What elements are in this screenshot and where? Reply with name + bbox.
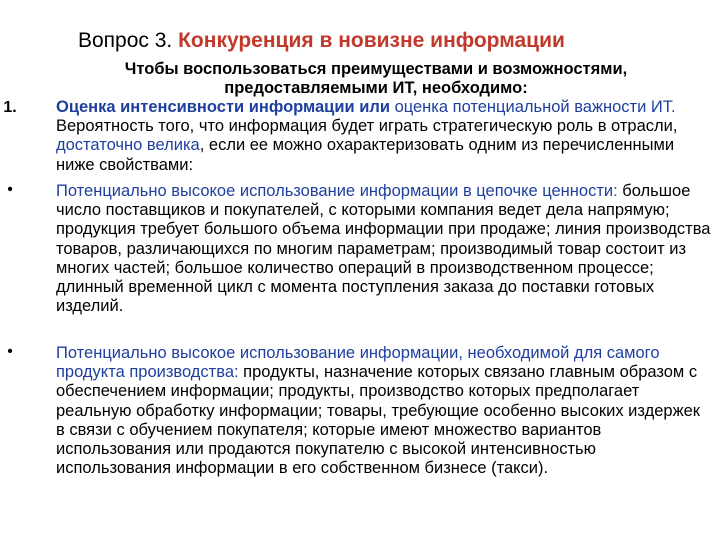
intro-text: Чтобы воспользоваться преимуществами и возможностями, предоставляемыми ИТ, необходимо: — [124, 60, 628, 97]
bullet-marker-2: • — [7, 181, 13, 198]
item-3-heading: Потенциально высокое использование информации, необходимой для самого продукта производства: — [56, 344, 660, 382]
item-3-body: продукты, назначение которых связано главным образом с обеспечением информации; продукты, производство которых предполагает реальную обработку информации; товары, требующие особенно высоких издержек в связи с обучением покупателя; которые имеют множество вариантов использования или продаются покупателю с высокой интенсивностью использования информации в его собственном бизнесе (такси). — [56, 363, 700, 478]
list-item-2 — [56, 182, 712, 316]
title-highlight: Конкуренция в новизне информации — [178, 29, 565, 52]
item-1-body-a: Вероятность того, что информация будет играть стратегическую роль в отрасли, — [56, 117, 678, 136]
list-marker-1: 1. — [3, 99, 17, 116]
item-1-heading-bold: Оценка интенсивности информации или — [56, 98, 395, 116]
list-item-3 — [56, 344, 712, 478]
list-item-1 — [56, 98, 712, 175]
bullet-marker-3: • — [7, 343, 13, 360]
item-1-body-b: , если ее можно охарактеризовать одним из перечисленными ниже свойствами: — [56, 136, 675, 174]
item-2-body: большое число поставщиков и покупателей, с которыми компания ведет дела напрямую; продукция требует большого объема информации при продаже; линия производства товаров, различающихся по многим параметрам; производимый товар состоит из многих частей; большое количество операций в производственном процессе; длинный временной цикл с момента поступления заказа до поставки готовых изделий. — [56, 182, 711, 316]
item-2-heading: Потенциально высокое использование информации в цепочке ценности: — [56, 182, 618, 200]
slide-title — [78, 28, 698, 54]
item-1-body-highlight: достаточно велика — [56, 136, 200, 155]
title-prefix: Вопрос 3. — [78, 29, 179, 52]
item-1-heading-rest: оценка потенциальной важности ИТ. — [394, 98, 676, 116]
